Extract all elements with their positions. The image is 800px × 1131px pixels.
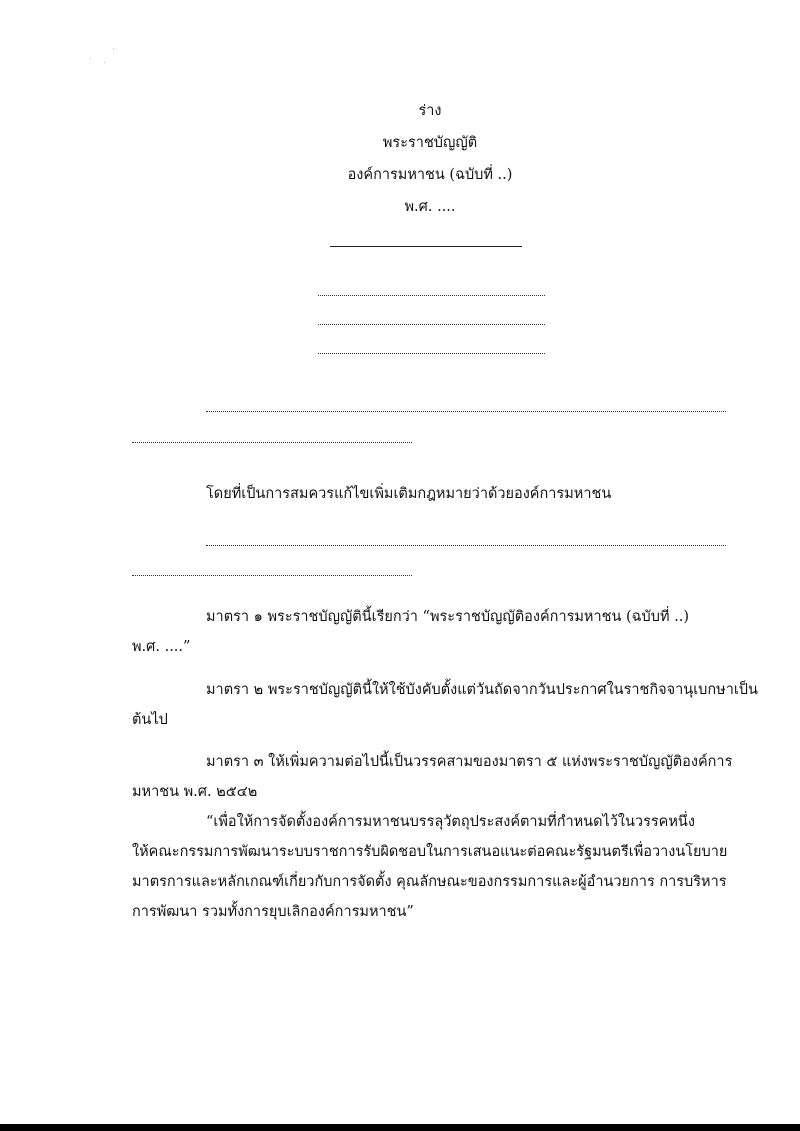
act-title: พระราชบัญญัติ bbox=[382, 135, 478, 151]
scan-border bbox=[0, 1124, 800, 1131]
section-3-quote-line: การพัฒนา รวมทั้งการยุบเลิกองค์การมหาชน” bbox=[132, 904, 414, 920]
title-divider bbox=[330, 246, 522, 247]
section-3-quote-line: ให้คณะกรรมการพัฒนาระบบราชการรับผิดชอบในการเสนอแนะต่อคณะรัฐมนตรีเพื่อวางนโยบาย bbox=[132, 844, 728, 860]
placeholder-line bbox=[318, 295, 545, 296]
section-3-line: มาตรา ๓ ให้เพิ่มความต่อไปนี้เป็นวรรคสามของมาตรา ๕ แห่งพระราชบัญญัติองค์การ bbox=[206, 754, 733, 770]
section-3-quote-line: “เพื่อให้การจัดตั้งองค์การมหาชนบรรลุวัตถุประสงค์ตามที่กำหนดไว้ในวรรคหนึ่ง bbox=[206, 814, 695, 830]
act-name: องค์การมหาชน (ฉบับที่ ..) bbox=[347, 167, 513, 183]
placeholder-line bbox=[132, 442, 412, 443]
scan-speck bbox=[90, 58, 91, 59]
section-2-line: มาตรา ๒ พระราชบัญญัตินี้ให้ใช้บังคับตั้งแต่วันถัดจากวันประกาศในราชกิจจานุเบกษาเป็น bbox=[206, 682, 758, 698]
section-3-quote-line: มาตรการและหลักเกณฑ์เกี่ยวกับการจัดตั้ง คุณลักษณะของกรรมการและผู้อำนวยการ การบริหาร bbox=[132, 874, 727, 890]
scan-speck bbox=[113, 48, 114, 49]
placeholder-line bbox=[318, 353, 545, 354]
placeholder-line bbox=[206, 545, 726, 546]
section-1-line: มาตรา ๑ พระราชบัญญัตินี้เรียกว่า “พระราชบัญญัติองค์การมหาชน (ฉบับที่ ..) bbox=[206, 609, 689, 625]
preamble-reason: โดยที่เป็นการสมควรแก้ไขเพิ่มเติมกฎหมายว่าด้วยองค์การมหาชน bbox=[206, 486, 612, 502]
placeholder-line bbox=[318, 324, 545, 325]
section-3-line: มหาชน พ.ศ. ๒๕๔๒ bbox=[132, 784, 258, 800]
scan-speck bbox=[104, 62, 105, 63]
section-1-line: พ.ศ. ....” bbox=[132, 639, 191, 655]
placeholder-line bbox=[206, 411, 726, 412]
act-year: พ.ศ. .... bbox=[404, 199, 456, 215]
section-2-line: ต้นไป bbox=[132, 712, 168, 728]
placeholder-line bbox=[132, 575, 412, 576]
draft-label: ร่าง bbox=[418, 103, 442, 119]
